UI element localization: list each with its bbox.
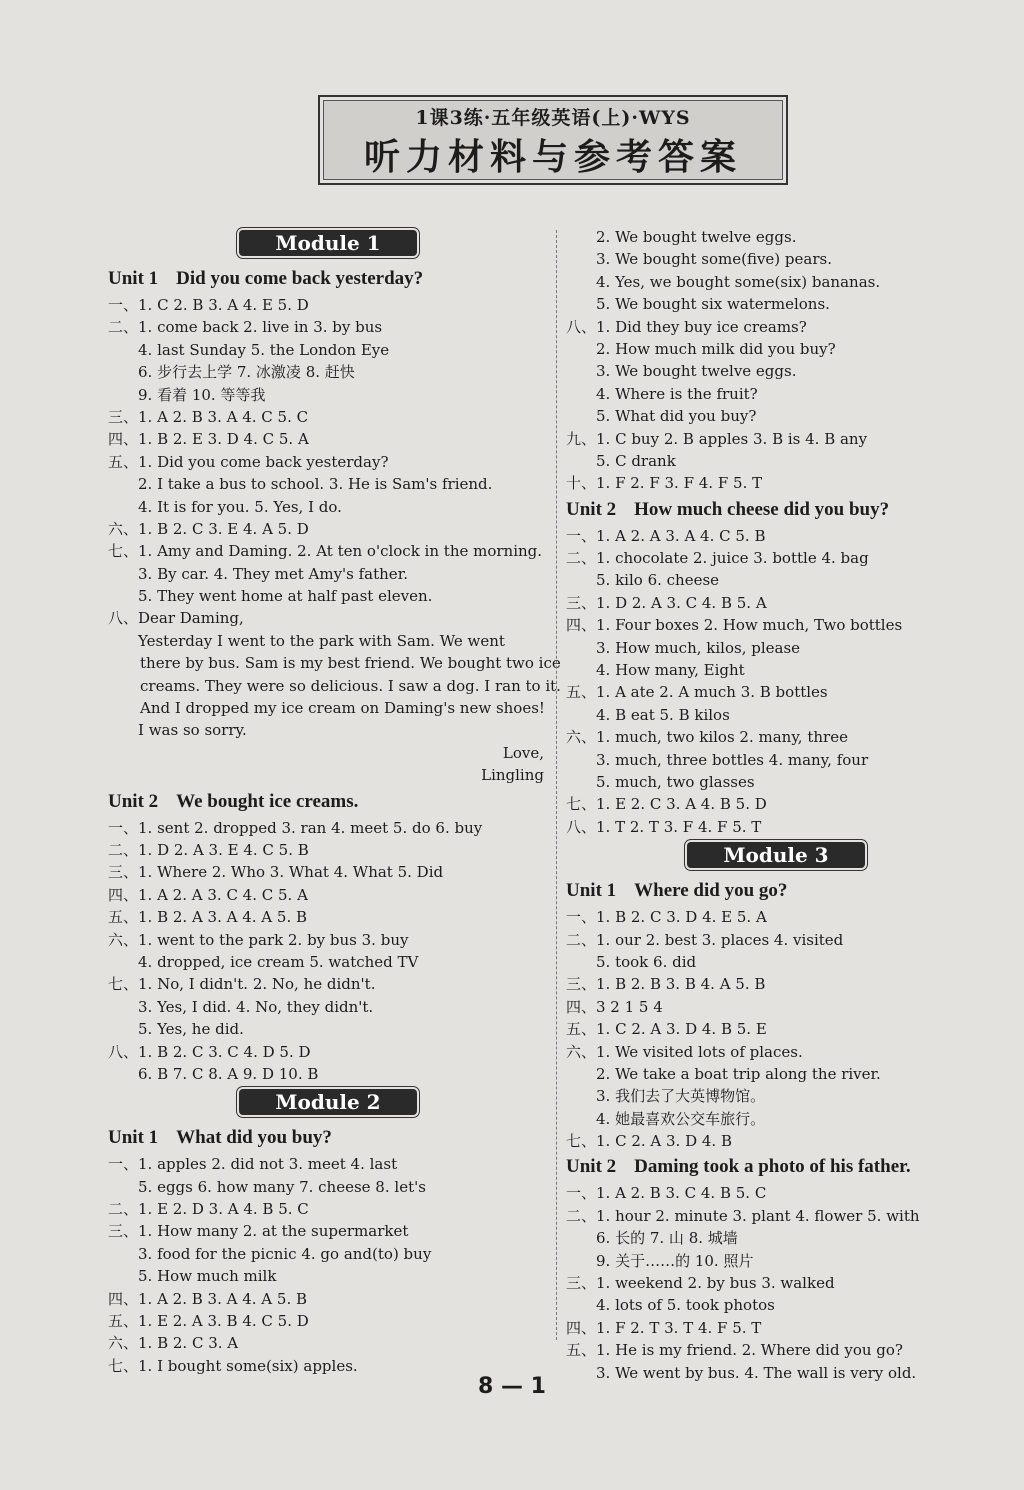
answer-line: 3. How much, kilos, please bbox=[596, 638, 801, 657]
answer-line: 四、3 2 1 5 4 bbox=[566, 997, 663, 1016]
answer-line: 3. much, three bottles 4. many, four bbox=[596, 750, 869, 769]
answer-line: 4. How many, Eight bbox=[596, 661, 745, 680]
answer-line: 二、1. chocolate 2. juice 3. bottle 4. bag bbox=[566, 549, 869, 568]
answer-line: 五、1. He is my friend. 2. Where did you go? bbox=[566, 1341, 903, 1360]
answer-line: 五、1. E 2. A 3. B 4. C 5. D bbox=[108, 1312, 309, 1331]
answer-line: 六、1. B 2. C 3. A bbox=[108, 1334, 239, 1353]
header-title: 听力材料与参考答案 bbox=[363, 136, 742, 178]
answer-line: 三、1. Where 2. Who 3. What 4. What 5. Did bbox=[108, 863, 444, 882]
module-label: Module 1 bbox=[239, 230, 416, 256]
answer-line: 七、1. C 2. A 3. D 4. B bbox=[566, 1132, 732, 1151]
answer-line: 六、1. B 2. C 3. E 4. A 5. D bbox=[108, 519, 309, 538]
module-label: Module 3 bbox=[687, 842, 864, 868]
answer-line: 9. 看着 10. 等等我 bbox=[138, 385, 266, 404]
answer-line: 八、1. T 2. T 3. F 4. F 5. T bbox=[566, 817, 762, 836]
unit-title: Where did you go? bbox=[634, 880, 788, 902]
answer-line: 4. dropped, ice cream 5. watched TV bbox=[138, 952, 419, 971]
answer-line: 四、1. B 2. E 3. D 4. C 5. A bbox=[108, 430, 309, 449]
right-column bbox=[566, 226, 986, 1384]
page-number: 8 — 1 bbox=[478, 1374, 546, 1399]
column-divider bbox=[556, 230, 557, 1340]
answer-line: 9. 关于……的 10. 照片 bbox=[596, 1251, 754, 1270]
answer-line: 3. We went by bus. 4. The wall is very old. bbox=[596, 1363, 917, 1382]
answer-line: 4. Yes, we bought some(six) bananas. bbox=[596, 272, 881, 291]
answer-line: 5. Yes, he did. bbox=[138, 1020, 244, 1039]
unit-title: Did you come back yesterday? bbox=[176, 268, 424, 289]
unit-heading bbox=[108, 1123, 548, 1153]
answer-line: 七、1. No, I didn't. 2. No, he didn't. bbox=[108, 975, 376, 994]
answer-line: 四、1. A 2. B 3. A 4. A 5. B bbox=[108, 1289, 308, 1308]
unit-heading bbox=[566, 876, 986, 906]
answer-line: Love, bbox=[502, 743, 544, 762]
answer-line: 三、1. A 2. B 3. A 4. C 5. C bbox=[108, 407, 309, 426]
answer-line: 5. What did you buy? bbox=[596, 407, 757, 426]
answer-line: 3. food for the picnic 4. go and(to) buy bbox=[138, 1244, 432, 1263]
unit-number: Unit 1 bbox=[108, 268, 159, 289]
unit-heading bbox=[566, 495, 986, 525]
answer-line: 二、1. E 2. D 3. A 4. B 5. C bbox=[108, 1200, 309, 1219]
unit-heading bbox=[566, 1152, 986, 1182]
answer-line: 5. We bought six watermelons. bbox=[596, 295, 830, 314]
answer-line: 一、1. C 2. B 3. A 4. E 5. D bbox=[108, 296, 309, 314]
header-title-box bbox=[318, 95, 788, 185]
answer-line: 五、1. B 2. A 3. A 4. A 5. B bbox=[108, 908, 308, 927]
answer-line: 6. B 7. C 8. A 9. D 10. B bbox=[138, 1064, 319, 1083]
unit-heading bbox=[108, 787, 548, 817]
answer-line: 4. B eat 5. B kilos bbox=[596, 705, 730, 724]
answer-line: there by bus. Sam is my best friend. We bought two ice bbox=[140, 654, 561, 673]
answer-line: 七、1. I bought some(six) apples. bbox=[108, 1356, 358, 1375]
unit-title: Daming took a photo of his father. bbox=[634, 1156, 911, 1178]
answer-line: 一、1. A 2. B 3. C 4. B 5. C bbox=[566, 1184, 767, 1203]
unit-number: Unit 1 bbox=[108, 1127, 159, 1149]
answer-line: 6. 步行去上学 7. 冰激凌 8. 赶快 bbox=[138, 363, 355, 382]
answer-line: 二、1. hour 2. minute 3. plant 4. flower 5. with bbox=[566, 1206, 920, 1225]
module-heading bbox=[108, 230, 548, 260]
answer-line: 一、1. A 2. A 3. A 4. C 5. B bbox=[566, 526, 766, 545]
unit-number: Unit 2 bbox=[108, 790, 159, 812]
answer-line: 五、1. Did you come back yesterday? bbox=[108, 452, 389, 471]
answer-line: 2. I take a bus to school. 3. He is Sam's friend. bbox=[138, 475, 493, 494]
answer-line: 3. By car. 4. They met Amy's father. bbox=[138, 564, 408, 583]
answer-line: 六、1. went to the park 2. by bus 3. buy bbox=[108, 930, 409, 949]
answer-line: 4. 她最喜欢公交车旅行。 bbox=[596, 1109, 766, 1128]
answer-line: 5. much, two glasses bbox=[596, 772, 755, 791]
unit-number: Unit 1 bbox=[566, 880, 617, 902]
answer-line: Lingling bbox=[481, 766, 544, 785]
answer-line: 4. last Sunday 5. the London Eye bbox=[138, 340, 390, 359]
answer-line: 一、1. sent 2. dropped 3. ran 4. meet 5. do 6. buy bbox=[108, 818, 483, 837]
answer-line: 二、1. our 2. best 3. places 4. visited bbox=[566, 930, 844, 949]
module-heading bbox=[566, 842, 986, 872]
answer-line: 一、1. apples 2. did not 3. meet 4. last bbox=[108, 1155, 398, 1174]
answer-line: 五、1. C 2. A 3. D 4. B 5. E bbox=[566, 1020, 767, 1039]
answer-line: 八、1. B 2. C 3. C 4. D 5. D bbox=[108, 1042, 311, 1061]
answer-line: Yesterday I went to the park with Sam. We went bbox=[138, 631, 505, 650]
answer-line: 4. Where is the fruit? bbox=[596, 384, 758, 403]
module-heading bbox=[108, 1089, 548, 1119]
unit-heading bbox=[108, 264, 548, 294]
answer-line: 3. Yes, I did. 4. No, they didn't. bbox=[138, 997, 374, 1016]
answer-line: 三、1. weekend 2. by bus 3. walked bbox=[566, 1274, 835, 1293]
answer-line: 4. lots of 5. took photos bbox=[596, 1296, 775, 1315]
answer-line: 6. 长的 7. 山 8. 城墙 bbox=[596, 1229, 738, 1248]
answer-line: 2. We bought twelve eggs. bbox=[596, 228, 797, 246]
answer-line: 四、1. Four boxes 2. How much, Two bottles bbox=[566, 616, 903, 635]
answer-line: 2. How much milk did you buy? bbox=[596, 339, 836, 358]
unit-title: How much cheese did you buy? bbox=[634, 498, 890, 520]
answer-line: 5. eggs 6. how many 7. cheese 8. let's bbox=[138, 1177, 426, 1196]
answer-line: creams. They were so delicious. I saw a dog. I ran to it. bbox=[140, 676, 561, 695]
answer-line: 5. took 6. did bbox=[596, 952, 697, 971]
answer-line: 4. It is for you. 5. Yes, I do. bbox=[138, 497, 342, 516]
answer-line: 七、1. Amy and Daming. 2. At ten o'clock in the morning. bbox=[108, 542, 543, 561]
answer-line: 十、1. F 2. F 3. F 4. F 5. T bbox=[566, 474, 763, 493]
header-subtitle: 1课3练·五年级英语(上)·WYS bbox=[415, 107, 691, 129]
answer-line: I was so sorry. bbox=[138, 721, 247, 740]
answer-line: 七、1. E 2. C 3. A 4. B 5. D bbox=[566, 795, 767, 814]
answer-line: 一、1. B 2. C 3. D 4. E 5. A bbox=[566, 908, 767, 927]
answer-line: 八、1. Did they buy ice creams? bbox=[566, 317, 807, 336]
unit-title: What did you buy? bbox=[176, 1127, 332, 1149]
unit-number: Unit 2 bbox=[566, 1156, 617, 1178]
answer-line: 3. We bought some(five) pears. bbox=[596, 250, 832, 269]
answer-line: 5. They went home at half past eleven. bbox=[138, 587, 433, 606]
answer-line: 六、1. much, two kilos 2. many, three bbox=[566, 728, 848, 747]
answer-line: 四、1. F 2. T 3. T 4. F 5. T bbox=[566, 1318, 762, 1337]
answer-line: 五、1. A ate 2. A much 3. B bottles bbox=[566, 683, 828, 702]
answer-line: 5. kilo 6. cheese bbox=[596, 571, 720, 590]
module-label: Module 2 bbox=[239, 1089, 416, 1115]
answer-line: 二、1. come back 2. live in 3. by bus bbox=[108, 318, 383, 337]
answer-line: 3. We bought twelve eggs. bbox=[596, 362, 797, 381]
left-column bbox=[108, 226, 561, 1377]
unit-number: Unit 2 bbox=[566, 498, 617, 520]
answer-line: 八、Dear Daming, bbox=[108, 609, 244, 628]
answer-line: 三、1. How many 2. at the supermarket bbox=[108, 1222, 409, 1241]
answer-line: 三、1. B 2. B 3. B 4. A 5. B bbox=[566, 975, 766, 994]
answer-line: 六、1. We visited lots of places. bbox=[566, 1042, 803, 1061]
answer-line: 二、1. D 2. A 3. E 4. C 5. B bbox=[108, 840, 309, 859]
answer-line: 三、1. D 2. A 3. C 4. B 5. A bbox=[566, 593, 767, 612]
answer-line: 5. C drank bbox=[596, 451, 676, 470]
answer-line: 5. How much milk bbox=[138, 1267, 277, 1286]
answer-line: And I dropped my ice cream on Daming's new shoes! bbox=[140, 699, 545, 718]
answer-line: 四、1. A 2. A 3. C 4. C 5. A bbox=[108, 885, 308, 904]
answer-line: 九、1. C buy 2. B apples 3. B is 4. B any bbox=[566, 429, 868, 448]
answer-line: 3. 我们去了大英博物馆。 bbox=[596, 1087, 766, 1106]
unit-title: We bought ice creams. bbox=[176, 790, 359, 812]
answer-line: 2. We take a boat trip along the river. bbox=[596, 1064, 881, 1083]
